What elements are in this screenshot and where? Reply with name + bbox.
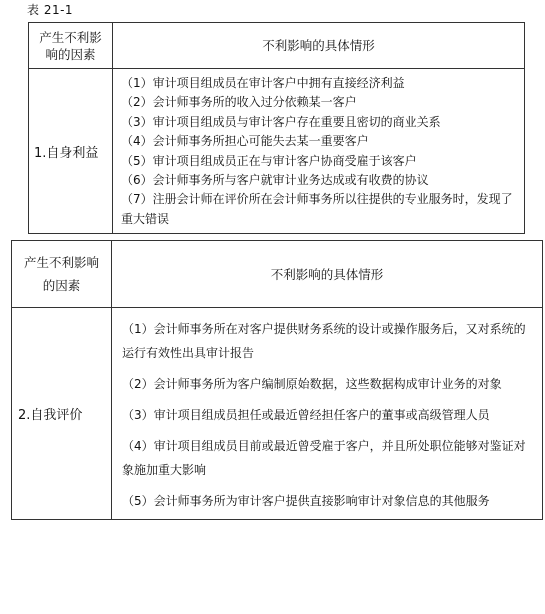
list-item: （5）会计师事务所为审计客户提供直接影响审计对象信息的其他服务 xyxy=(122,494,490,508)
factor-cell: 1.自身利益 xyxy=(29,69,113,234)
list-item-text: （7）注册会计师在评价所在会计师事务所以往提供的专业服务时，发现了重大错误 xyxy=(121,192,513,226)
list-item: （3）审计项目组成员与审计客户存在重要且密切的商业关系 xyxy=(121,114,441,129)
table-caption: 表 21-1 xyxy=(27,3,74,17)
list-item xyxy=(121,190,518,229)
list-item: （2）会计师事务所为客户编制原始数据，这些数据构成审计业务的对象 xyxy=(122,377,502,391)
list-item: （5）审计项目组成员正在与审计客户协商受雇于该客户 xyxy=(121,153,417,168)
situations-cell xyxy=(113,69,525,234)
list-item: （3）审计项目组成员担任或最近曾经担任客户的董事或高级管理人员 xyxy=(122,408,490,422)
list-item: （1）会计师事务所在对客户提供财务系统的设计或操作服务后，又对系统的运行有效性出具审计报告 xyxy=(122,322,526,360)
table-row xyxy=(29,69,525,234)
header-situation-cell: 不利影响的具体情形 xyxy=(112,241,543,308)
list-item: （6）会计师事务所与客户就审计业务达成或有收费的协议 xyxy=(121,173,429,188)
header-factor-cell: 产生不利影 响的因素 xyxy=(29,23,113,69)
table-header-row xyxy=(12,241,543,308)
header-situation-cell: 不利影响的具体情形 xyxy=(113,23,525,69)
list-item: （1）审计项目组成员在审计客户中拥有直接经济利益 xyxy=(121,76,405,90)
list-item: （4）审计项目组成员目前或最近曾受雇于客户，并且所处职位能够对鉴证对象施加重大影响 xyxy=(122,439,526,477)
list-item: （4）会计师事务所担心可能失去某一重要客户 xyxy=(121,134,369,149)
table-header-row xyxy=(29,23,525,69)
table-self-review xyxy=(11,240,543,520)
list-item: （2）会计师事务所的收入过分依赖某一客户 xyxy=(121,95,357,110)
situations-cell xyxy=(112,308,543,520)
table-self-interest xyxy=(28,22,525,234)
factor-cell: 2.自我评价 xyxy=(12,308,112,520)
table-row xyxy=(12,308,543,520)
header-factor-cell: 产生不利影响 的因素 xyxy=(12,241,112,308)
